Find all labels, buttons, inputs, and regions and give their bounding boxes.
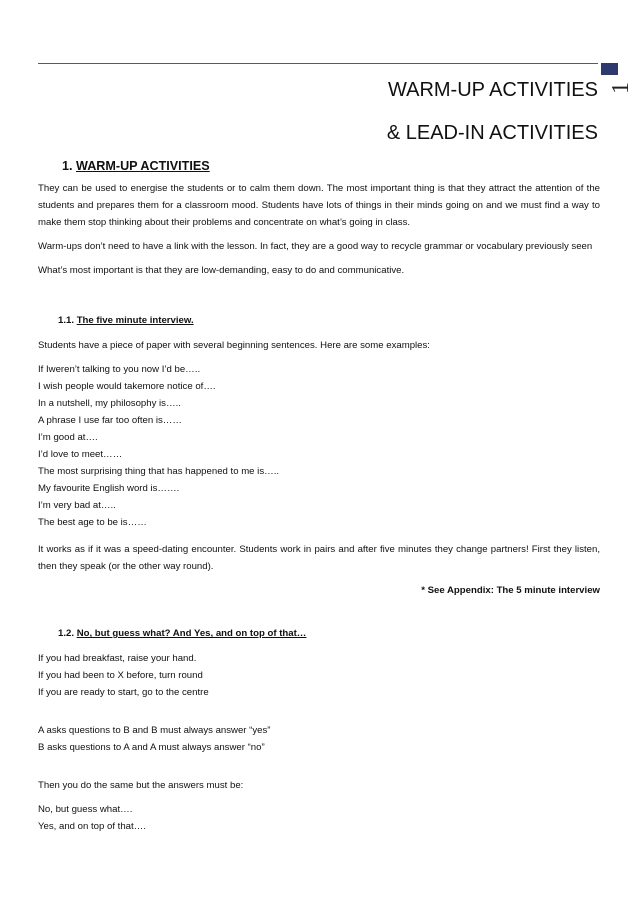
paragraph: Then you do the same but the answers must be: [38, 780, 244, 791]
subsection-title: No, but guess what? And Yes, and on top of that… [76, 628, 307, 639]
subsection-heading [58, 312, 600, 329]
section-title: WARM-UP ACTIVITIES [76, 159, 210, 173]
appendix-reference: * See Appendix: The 5 minute interview [421, 585, 600, 596]
list-item: If you are ready to start, go to the centre [38, 687, 209, 698]
paragraph: It works as if it was a speed-dating encounter. Students work in pairs and after five minutes they change partners! First they listen, then they speak (or the other way round). [38, 544, 600, 572]
subsection-heading [58, 625, 600, 642]
list-item: Yes, and on top of that…. [38, 821, 146, 832]
paragraph: They can be used to energise the students or to calm them down. The most important thing is that they attract the attention of the students and prepares them for a classroom mood. Students have lots of things in their minds going on and we must find a way to make them stop thinking about their problems and concentrate on what’s going in class. [38, 183, 600, 228]
list-item: The most surprising thing that has happened to me is….. [38, 466, 280, 477]
paragraph: Students have a piece of paper with several beginning sentences. Here are some examples: [38, 340, 430, 351]
instruction-list [38, 650, 600, 701]
subsection-number: 1.1. [58, 315, 75, 326]
list-item: In a nutshell, my philosophy is….. [38, 398, 181, 409]
rules-list [38, 722, 600, 756]
answers-list [38, 801, 600, 835]
section-number: 1. [62, 159, 73, 173]
paragraph: Warm-ups don’t need to have a link with the lesson. In fact, they are a good way to recycle grammar or vocabulary previously seen [38, 241, 593, 252]
example-list [38, 361, 600, 531]
list-item: B asks questions to A and A must always answer “no” [38, 742, 265, 753]
list-item: A asks questions to B and B must always answer “yes” [38, 725, 271, 736]
list-item: The best age to be is…… [38, 517, 147, 528]
title-line-2: & LEAD-IN ACTIVITIES [386, 122, 598, 144]
list-item: If you had breakfast, raise your hand. [38, 653, 197, 664]
section-heading [62, 156, 600, 176]
list-item: If you had been to X before, turn round [38, 670, 203, 681]
paragraph: What’s most important is that they are low-demanding, easy to do and communicative. [38, 265, 405, 276]
header-rule [38, 63, 598, 64]
list-item: A phrase I use far too often is…… [38, 415, 182, 426]
list-item: My favourite English word is……. [38, 483, 180, 494]
page-corner-tab [601, 63, 618, 75]
list-item: I’d love to meet…… [38, 449, 123, 460]
list-item: I’m good at…. [38, 432, 98, 443]
list-item: I’m very bad at….. [38, 500, 116, 511]
subsection-title: The five minute interview. [76, 315, 194, 326]
document-title [387, 69, 598, 155]
list-item: If Iweren’t talking to you now I’d be….. [38, 364, 201, 375]
list-item: No, but guess what…. [38, 804, 133, 815]
list-item: I wish people would takemore notice of…. [38, 381, 216, 392]
subsection-number: 1.2. [58, 628, 75, 639]
page-number: 1 [607, 82, 634, 94]
title-line-1: WARM-UP ACTIVITIES [387, 79, 598, 101]
document-body [38, 156, 600, 835]
